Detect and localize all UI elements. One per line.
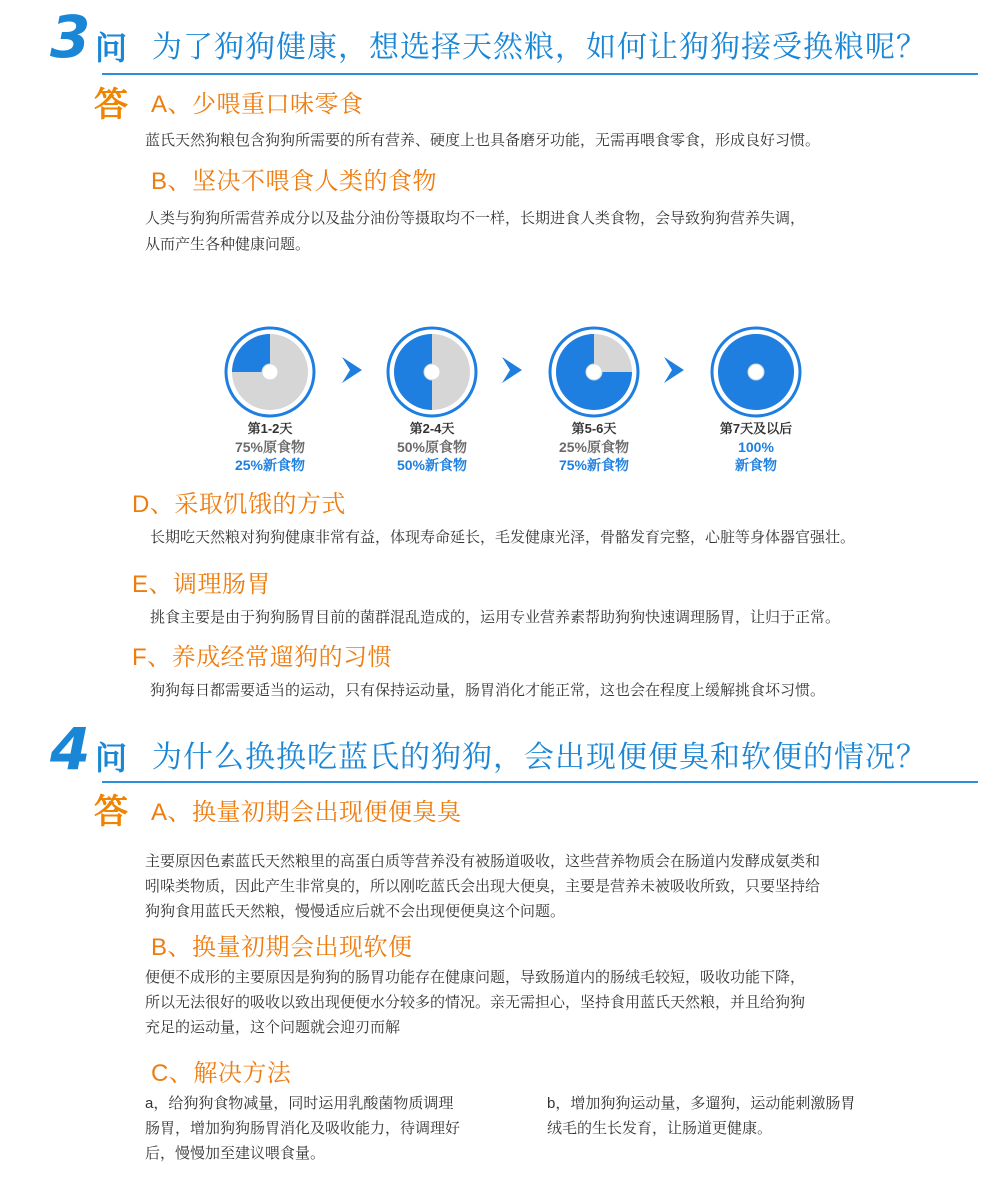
stage-2-pie-icon	[386, 326, 478, 418]
stage-3-day: 第5-6天	[571, 421, 617, 436]
stage-2-new: 50%新食物	[396, 457, 468, 473]
q3-section-d-heading: D、采取饥饿的方式	[132, 491, 346, 518]
answer-4-mark: 答	[94, 793, 128, 831]
question-3-word: 问	[95, 30, 128, 66]
chevron-right-icon	[662, 357, 684, 383]
question-3-number: 3	[50, 3, 91, 71]
q3-section-e-heading: E、调理肠胃	[132, 571, 272, 598]
chevron-right-icon	[340, 357, 362, 383]
q3-section-b-heading: B、坚决不喂食人类的食物	[151, 168, 438, 195]
stage-4-new: 新食物	[735, 457, 777, 473]
question-4-word: 问	[95, 740, 128, 776]
stage-4-pie-icon	[710, 326, 802, 418]
q3-section-b-text-line-1: 人类与狗狗所需营养成分以及盐分油份等摄取均不一样，长期进食人类食物，会导致狗狗营养失调，	[145, 210, 806, 227]
q3-section-a-text: 蓝氏天然狗粮包含狗狗所需要的所有营养、硬度上也具备磨牙功能，无需再喂食零食，形成良好习惯。	[145, 132, 821, 149]
q4-section-c-left-line-3: 后，慢慢加至建议喂食量。	[145, 1145, 326, 1162]
q4-section-b-text-line-1: 便便不成形的主要原因是狗狗的肠胃功能存在健康问题，导致肠道内的肠绒毛较短，吸收功能下降，	[145, 969, 806, 986]
question-4-title: 为什么换换吃蓝氏的狗狗，会出现便便臭和软便的情况？	[152, 741, 927, 774]
q4-section-b-text-line-2: 所以无法很好的吸收以致出现便便水分较多的情况。亲无需担心，坚持食用蓝氏天然粮，并且给狗狗	[145, 994, 806, 1011]
q4-section-c-right-line-1: b，增加狗狗运动量，多遛狗，运动能刺激肠胃	[547, 1095, 856, 1112]
stage-3-old: 25%原食物	[558, 439, 630, 455]
stage-1-pie-icon	[224, 326, 316, 418]
q4-section-b-heading: B、换量初期会出现软便	[151, 934, 413, 961]
stage-3-caption	[534, 420, 654, 474]
stage-1-caption	[210, 420, 330, 474]
stage-2-old: 50%原食物	[396, 439, 468, 455]
chevron-right-icon	[500, 357, 522, 383]
q3-section-a-heading: A、少喂重口味零食	[151, 91, 364, 118]
stage-4-old: 100%	[738, 439, 774, 455]
stage-2-day: 第2-4天	[409, 421, 455, 436]
q4-section-b-text-line-3: 充足的运动量，这个问题就会迎刃而解	[145, 1019, 401, 1036]
pie-center-hole	[748, 364, 764, 380]
q3-section-f-heading: F、养成经常遛狗的习惯	[132, 644, 393, 671]
stage-1-old: 75%原食物	[234, 439, 306, 455]
q4-section-c-right-line-2: 绒毛的生长发育，让肠道更健康。	[547, 1120, 773, 1137]
food-transition-diagram	[200, 320, 840, 480]
q4-section-c-heading: C、解决方法	[151, 1060, 292, 1087]
stage-4-caption	[696, 420, 816, 474]
answer-3-mark: 答	[94, 86, 128, 124]
q3-section-e-text: 挑食主要是由于狗狗肠胃目前的菌群混乱造成的，运用专业营养素帮助狗狗快速调理肠胃，让归于正常。	[150, 609, 841, 626]
question-4-underline	[102, 781, 978, 783]
stage-3-pie-icon	[548, 326, 640, 418]
pie-center-hole	[424, 364, 440, 380]
q3-section-f-text: 狗狗每日都需要适当的运动，只有保持运动量，肠胃消化才能正常，这也会在程度上缓解挑食坏习惯。	[150, 682, 826, 699]
q3-section-b-text-line-2: 从而产生各种健康问题。	[145, 236, 311, 253]
stage-1-new: 25%新食物	[234, 457, 306, 473]
stage-1-day: 第1-2天	[247, 421, 293, 436]
q4-section-c-left-line-2: 肠胃，增加狗狗肠胃消化及吸收能力，待调理好	[145, 1120, 461, 1137]
q4-section-a-heading: A、换量初期会出现便便臭臭	[151, 799, 462, 826]
stage-2-caption	[372, 420, 492, 474]
q4-section-a-text-line-3: 狗狗食用蓝氏天然粮，慢慢适应后就不会出现便便臭这个问题。	[145, 903, 566, 920]
pie-center-hole	[586, 364, 602, 380]
question-4-number: 4	[50, 715, 91, 783]
stage-4-day: 第7天及以后	[719, 421, 793, 436]
question-3-underline	[102, 73, 978, 75]
q4-section-a-text-line-2: 吲哚类物质，因此产生非常臭的，所以刚吃蓝氏会出现大便臭，主要是营养未被吸收所致，只要坚持给	[145, 878, 821, 895]
stage-3-new: 75%新食物	[558, 457, 630, 473]
q4-section-c-left-line-1: a，给狗狗食物减量，同时运用乳酸菌物质调理	[145, 1095, 454, 1112]
pie-center-hole	[262, 364, 278, 380]
q4-section-a-text-line-1: 主要原因色素蓝氏天然粮里的高蛋白质等营养没有被肠道吸收，这些营养物质会在肠道内发酵成氨类和	[145, 853, 821, 870]
q3-section-d-text: 长期吃天然粮对狗狗健康非常有益，体现寿命延长，毛发健康光泽，骨骼发育完整，心脏等身体器官强壮。	[150, 529, 856, 546]
question-3-title: 为了狗狗健康，想选择天然粮，如何让狗狗接受换粮呢？	[152, 31, 927, 64]
